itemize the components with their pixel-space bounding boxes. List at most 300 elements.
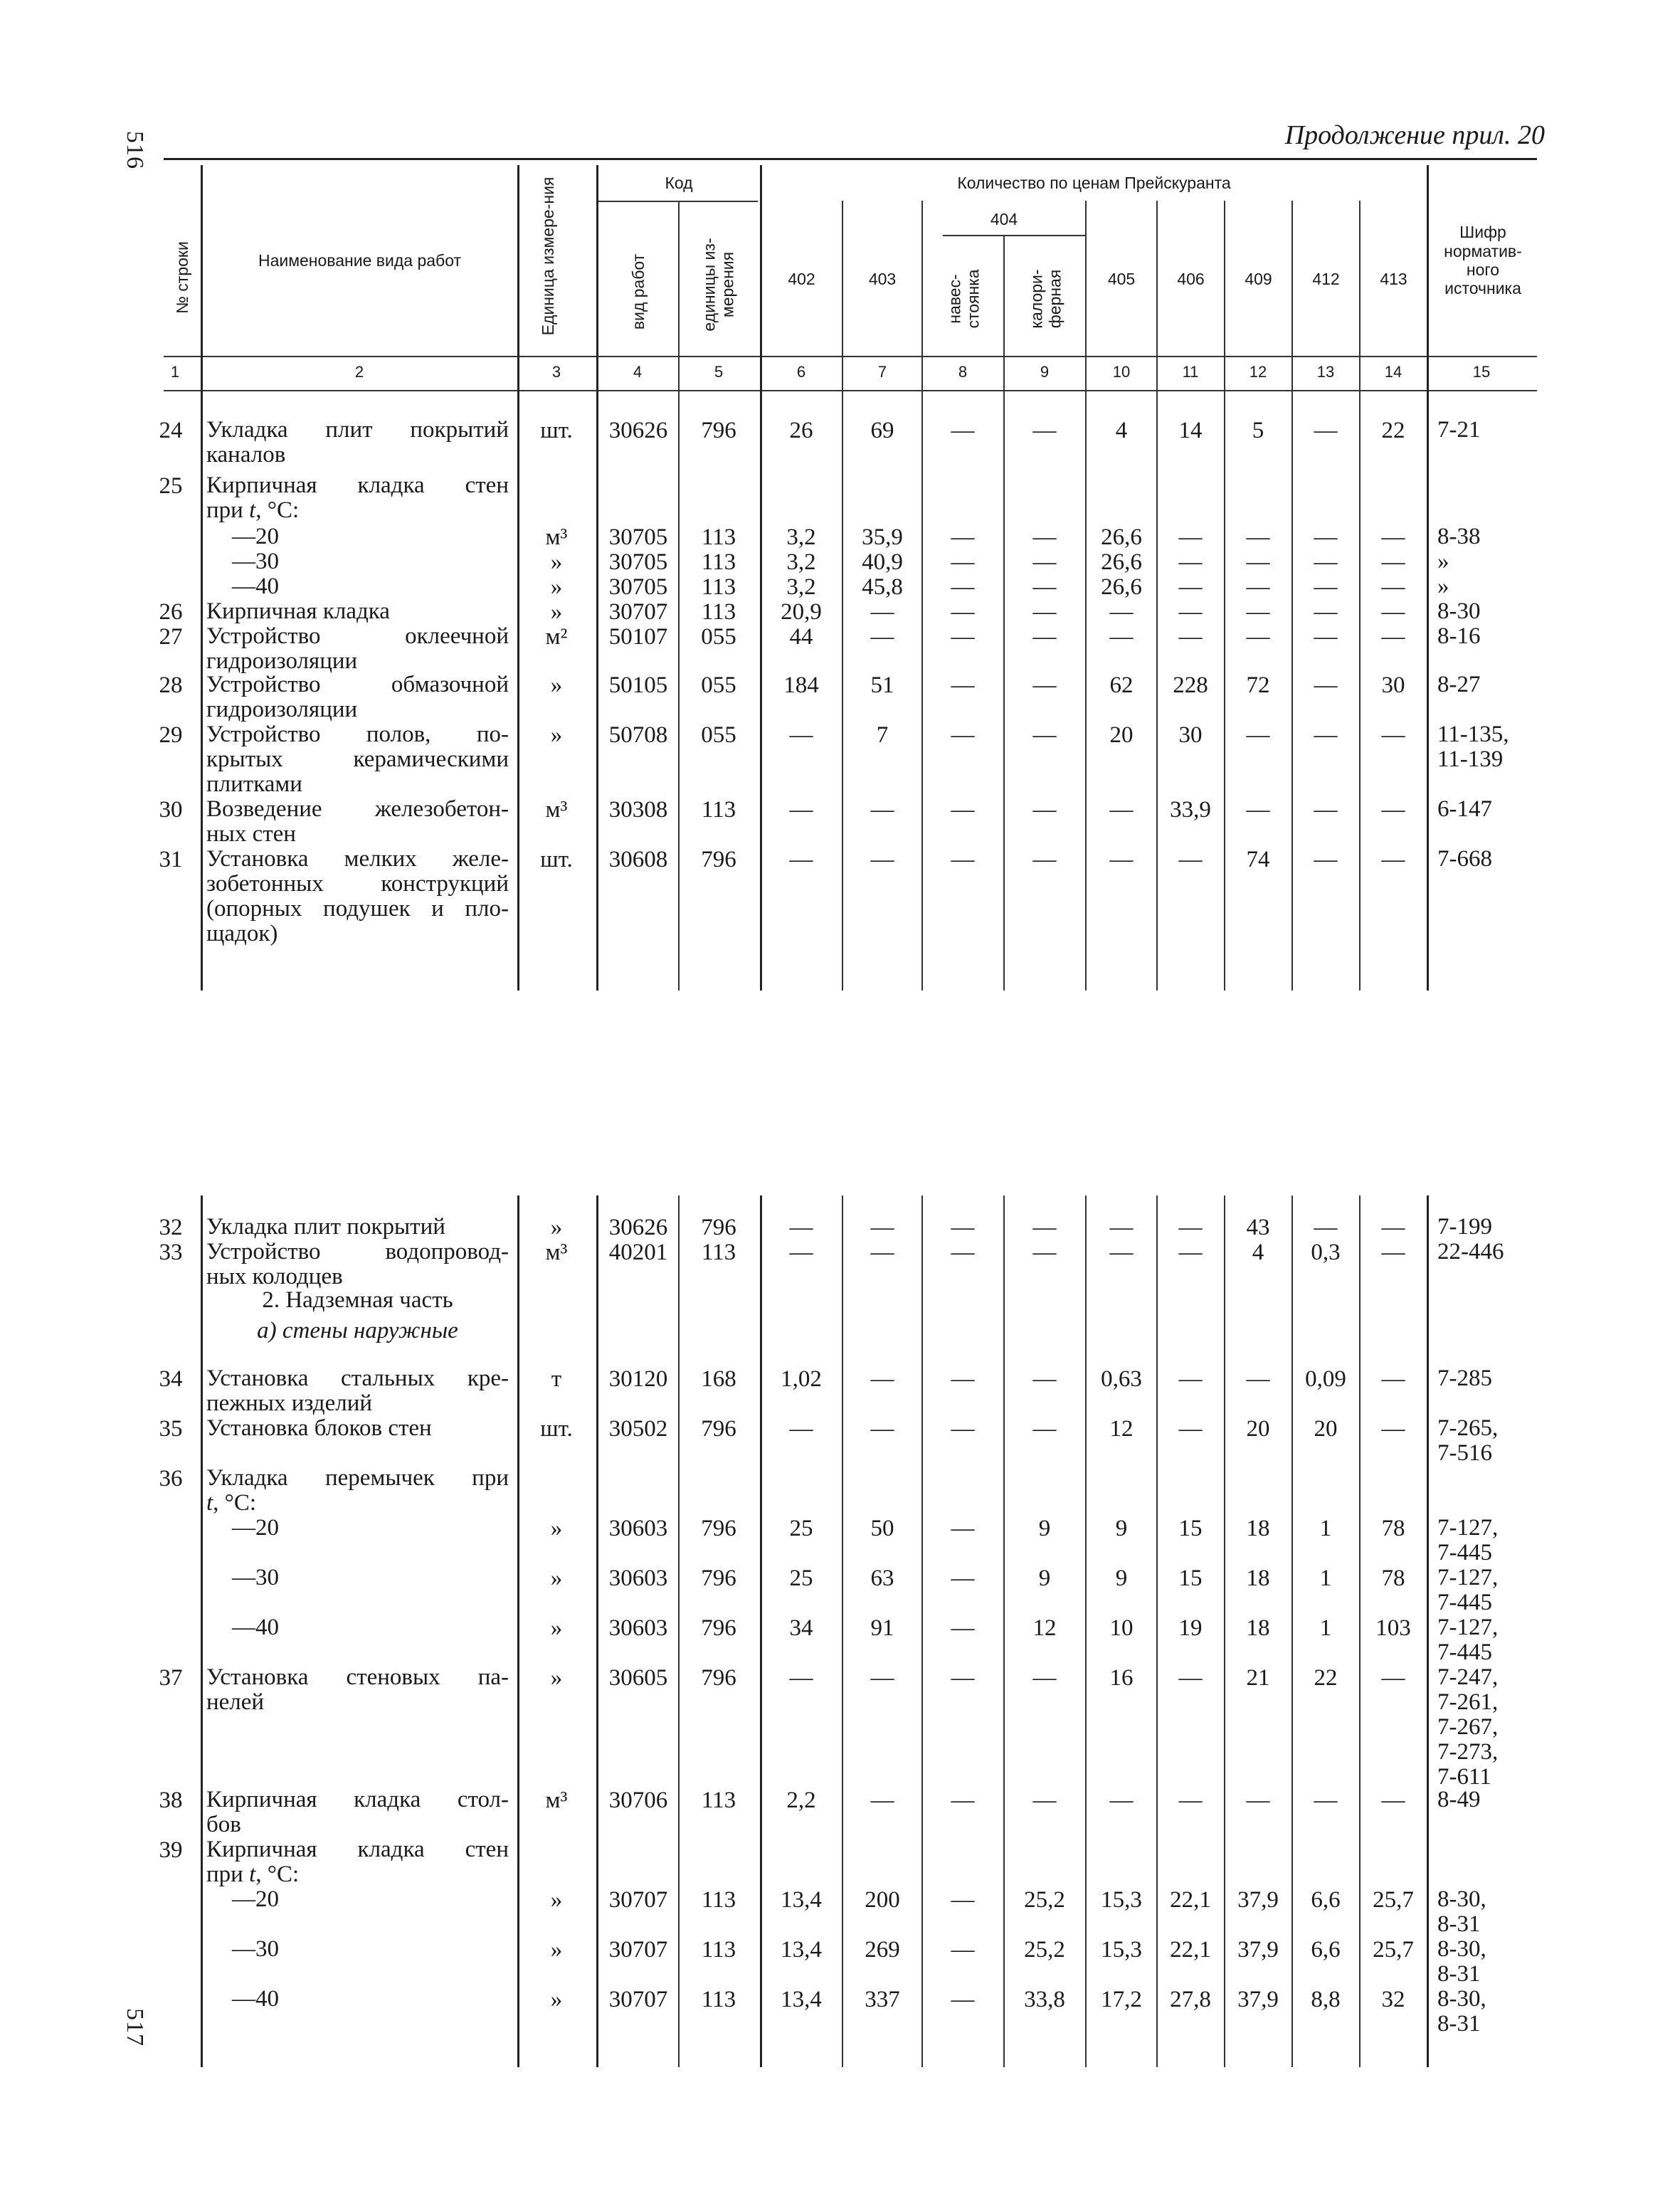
row-code: 30120 [608, 1366, 668, 1392]
row-name-line: пежных изделий [206, 1390, 373, 1416]
row-value: — [1314, 722, 1338, 748]
row-code: 50107 [608, 624, 668, 650]
row-value: 78 [1381, 1565, 1405, 1591]
row-value: — [1032, 672, 1057, 698]
row-name [206, 1987, 509, 2012]
row-code: 30608 [608, 847, 668, 872]
row-value: 9 [1115, 1516, 1128, 1541]
row-value: — [1032, 599, 1057, 625]
row-unit: » [550, 599, 563, 625]
row-code-unit: 055 [701, 722, 736, 748]
row-value: — [1381, 1788, 1405, 1813]
row-value: — [870, 1240, 894, 1265]
row-name-line: Установка блоков стен [206, 1415, 432, 1441]
row-name-line: Установка стеновых па- [206, 1664, 509, 1690]
row-value: 20 [1246, 1416, 1270, 1442]
row-value: — [870, 624, 894, 650]
row-number: 29 [159, 722, 183, 748]
row-value: — [870, 1215, 894, 1240]
header-unit: Единица измере-ния [538, 176, 557, 336]
row-value: 3,2 [786, 524, 816, 550]
row-value: — [1314, 847, 1338, 872]
row-name-line: плитками [206, 771, 302, 797]
row-code-unit: 796 [701, 1565, 736, 1591]
row-value: 26,6 [1101, 524, 1142, 550]
row-name [206, 1615, 509, 1640]
row-unit: м³ [545, 524, 568, 550]
row-code-unit: 113 [701, 524, 736, 550]
row-value: — [870, 847, 894, 872]
row-code: 30705 [608, 524, 668, 550]
row-name [206, 624, 509, 674]
header-403: 403 [868, 269, 897, 288]
row-name-line: Устройство полов, по- [206, 722, 509, 747]
row-value: — [789, 797, 813, 823]
vline [1156, 1195, 1158, 2067]
row-name-line: Устройство обмазочной [206, 672, 509, 697]
row-value: 26 [789, 418, 813, 443]
row-value: 1 [1319, 1615, 1332, 1641]
row-name-line: Устройство водопровод- [206, 1239, 509, 1264]
row-number: 31 [159, 847, 183, 872]
vline [1003, 236, 1005, 400]
page-number-top: 516 [122, 131, 148, 169]
row-value: 63 [870, 1565, 894, 1591]
row-value: 22,1 [1170, 1937, 1211, 1963]
row-value: 69 [870, 418, 894, 443]
col-number: 5 [714, 363, 724, 381]
row-value: — [951, 418, 975, 443]
row-unit: » [550, 1887, 563, 1913]
row-value: — [1032, 1665, 1057, 1691]
row-value: 15 [1178, 1565, 1203, 1591]
header-404: 404 [990, 209, 1018, 228]
row-source: 22-446 [1437, 1239, 1504, 1264]
row-code: 30603 [608, 1565, 668, 1591]
row-value: — [1178, 1788, 1203, 1813]
row-value: 44 [789, 624, 813, 650]
row-value: 25,7 [1373, 1887, 1414, 1913]
row-value: 7 [876, 722, 889, 748]
row-value: 15,3 [1101, 1937, 1142, 1963]
header-404-kalor: калори-ферная [1027, 269, 1064, 329]
row-code-unit: 796 [701, 847, 736, 872]
row-value: — [951, 1416, 975, 1442]
row-value: — [789, 1215, 813, 1240]
row-value: — [1381, 549, 1405, 575]
row-value: 34 [789, 1615, 813, 1641]
vline [1359, 400, 1361, 991]
row-value: 13,4 [781, 1887, 822, 1913]
row-unit: » [550, 722, 563, 748]
row-value: — [870, 1366, 894, 1392]
row-source: 7-285 [1437, 1366, 1492, 1391]
row-unit: » [550, 1937, 563, 1963]
row-value: 20 [1314, 1416, 1338, 1442]
vline [921, 400, 923, 991]
row-value: — [1178, 599, 1203, 625]
row-value: — [870, 1665, 894, 1691]
row-source: 8-38 [1437, 524, 1481, 549]
row-source: 11-135, 11-139 [1437, 722, 1509, 772]
col-number: 3 [551, 363, 561, 381]
row-unit: м² [545, 624, 568, 650]
row-value: — [1381, 1665, 1405, 1691]
row-name-line: нелей [206, 1689, 265, 1715]
row-name-line: —20 [232, 1515, 279, 1541]
row-value: 45,8 [862, 574, 903, 600]
row-name [206, 1837, 509, 1887]
row-value: — [1314, 599, 1338, 625]
row-value: — [1246, 574, 1270, 600]
row-source: » [1437, 574, 1449, 599]
row-unit: » [550, 549, 563, 575]
row-number: 33 [159, 1240, 183, 1265]
row-value: — [789, 1416, 813, 1442]
row-value: — [1032, 1366, 1057, 1392]
row-name-line: бов [206, 1812, 241, 1837]
row-number: 28 [159, 672, 183, 698]
row-code-unit: 168 [701, 1366, 736, 1392]
row-value: — [1246, 549, 1270, 575]
row-number: 39 [159, 1837, 183, 1863]
row-value: — [870, 599, 894, 625]
row-value: — [1246, 722, 1270, 748]
row-value: — [951, 1887, 975, 1913]
row-unit: » [550, 1987, 563, 2012]
vline [1085, 400, 1087, 991]
row-value: 18 [1246, 1615, 1270, 1641]
col-number: 10 [1112, 363, 1131, 381]
row-unit: » [550, 1615, 563, 1641]
row-name-line: —30 [232, 1936, 279, 1962]
row-value: — [951, 524, 975, 550]
row-source: 7-265, 7-516 [1437, 1415, 1499, 1466]
row-value: 22 [1381, 418, 1405, 443]
row-value: — [1178, 624, 1203, 650]
row-name-line: —40 [232, 574, 279, 599]
row-value: — [1314, 549, 1338, 575]
row-name-line: гидроизоляции [206, 697, 358, 722]
header-code-unit: единицы из-мерения [699, 238, 737, 332]
row-name-line: при t, °С: [206, 1862, 300, 1887]
row-value: — [1246, 524, 1270, 550]
row-value: 18 [1246, 1516, 1270, 1541]
row-value: — [951, 574, 975, 600]
row-value: 25,7 [1373, 1937, 1414, 1963]
row-value: — [870, 1416, 894, 1442]
row-value: 25,2 [1024, 1937, 1065, 1963]
header-409: 409 [1245, 269, 1272, 288]
row-name [206, 599, 509, 624]
row-value: 0,09 [1305, 1366, 1346, 1392]
col-number: 9 [1040, 363, 1050, 381]
row-value: — [1381, 599, 1405, 625]
row-value: 51 [870, 672, 894, 698]
row-value: — [1381, 1240, 1405, 1265]
row-value: — [951, 797, 975, 823]
row-code: 30603 [608, 1516, 668, 1541]
row-name [206, 1937, 509, 1962]
row-code-unit: 113 [701, 1788, 736, 1813]
row-name [206, 1416, 509, 1441]
row-name-line: (опорных подушек и пло- [206, 896, 509, 922]
row-value: 43 [1246, 1215, 1270, 1240]
vline [1156, 400, 1158, 991]
row-value: 74 [1246, 847, 1270, 872]
row-source: 8-30, 8-31 [1437, 1886, 1486, 1937]
vline [760, 1195, 762, 2067]
row-name-line: Установка мелких желе- [206, 846, 509, 872]
row-value: — [1032, 549, 1057, 575]
row-name-line: Кирпичная кладка стол- [206, 1787, 509, 1812]
row-name [206, 524, 509, 549]
row-value: 6,6 [1311, 1937, 1341, 1963]
row-value: 9 [1038, 1565, 1051, 1591]
row-code-unit: 113 [701, 549, 736, 575]
vline [1003, 1195, 1005, 2067]
vline [921, 1195, 923, 2067]
row-value: — [1314, 1788, 1338, 1813]
row-value: — [1032, 524, 1057, 550]
row-value: 20 [1109, 722, 1134, 748]
row-value: 1 [1319, 1516, 1332, 1541]
row-value: 25 [789, 1565, 813, 1591]
row-value: — [951, 1987, 975, 2012]
row-value: — [1178, 1416, 1203, 1442]
row-value: — [951, 1565, 975, 1591]
row-number: 27 [159, 624, 183, 650]
row-value: 72 [1246, 672, 1270, 698]
row-name [206, 722, 509, 797]
vline [678, 1195, 680, 2067]
row-name [206, 418, 509, 468]
row-value: — [1246, 1788, 1270, 1813]
row-value: — [1178, 1240, 1203, 1265]
vline [1291, 1195, 1293, 2067]
row-value: — [1314, 797, 1338, 823]
row-name-line: каналов [206, 442, 286, 468]
row-value: — [951, 1366, 975, 1392]
row-code-unit: 113 [701, 797, 736, 823]
row-value: — [789, 1665, 813, 1691]
row-value: — [1109, 1788, 1134, 1813]
row-value: 1 [1319, 1565, 1332, 1591]
header-code-type: вид работ [628, 253, 648, 330]
row-number: 35 [159, 1416, 183, 1442]
row-name-line: Кирпичная кладка стен [206, 472, 509, 498]
row-unit: шт. [540, 1416, 573, 1442]
row-name [206, 1240, 509, 1289]
row-source: 7-127, 7-445 [1437, 1615, 1499, 1665]
row-value: 9 [1038, 1516, 1051, 1541]
row-value: 12 [1032, 1615, 1057, 1641]
row-source: 8-49 [1437, 1787, 1481, 1812]
row-value: — [1381, 624, 1405, 650]
row-value: — [1032, 1788, 1057, 1813]
row-code: 30707 [608, 1987, 668, 2012]
vline [842, 400, 843, 991]
page-number-bottom: 517 [122, 2008, 148, 2047]
row-code-unit: 796 [701, 1215, 736, 1240]
row-value: 30 [1178, 722, 1203, 748]
row-source: 8-30 [1437, 598, 1481, 624]
col-number: 13 [1316, 363, 1335, 381]
row-value: — [951, 1516, 975, 1541]
row-value: — [1314, 418, 1338, 443]
row-value: 91 [870, 1615, 894, 1641]
vline [1085, 1195, 1087, 2067]
row-name [206, 672, 509, 722]
row-code-unit: 796 [701, 1665, 736, 1691]
row-value: 337 [865, 1987, 900, 2012]
header-405: 405 [1107, 269, 1136, 288]
row-value: — [1178, 524, 1203, 550]
row-value: — [789, 1240, 813, 1265]
row-name-line: —40 [232, 1615, 279, 1640]
row-unit: шт. [540, 847, 573, 872]
row-value: 6,6 [1311, 1887, 1341, 1913]
vline [842, 1195, 843, 2067]
row-value: — [1109, 1240, 1134, 1265]
header-402: 402 [788, 269, 815, 288]
row-value: — [1314, 1215, 1338, 1240]
row-value: 0,3 [1311, 1240, 1341, 1265]
row-value: — [951, 1240, 975, 1265]
row-name-line: —30 [232, 549, 279, 574]
row-value: 40,9 [862, 549, 903, 575]
col-number: 12 [1249, 363, 1267, 381]
col-number: 1 [170, 363, 180, 381]
row-value: — [1032, 1215, 1057, 1240]
row-name [206, 797, 509, 847]
rule-top [164, 158, 1537, 160]
row-value: — [1109, 624, 1134, 650]
row-value: 27,8 [1170, 1987, 1211, 2012]
row-value: 15 [1178, 1516, 1203, 1541]
row-name-line: Кирпичная кладка стен [206, 1837, 509, 1862]
row-name [206, 1665, 509, 1715]
row-source: 7-21 [1437, 417, 1481, 443]
row-value: 0,63 [1101, 1366, 1142, 1392]
section-subtitle: а) стены наружные [257, 1318, 458, 1343]
row-value: — [1032, 1416, 1057, 1442]
row-value: — [951, 1665, 975, 1691]
row-source: 6-147 [1437, 796, 1492, 822]
row-value: 33,8 [1024, 1987, 1065, 2012]
row-value: — [1032, 574, 1057, 600]
vline [1224, 400, 1225, 991]
row-number: 32 [159, 1215, 183, 1240]
row-name [206, 574, 509, 599]
row-name [206, 1215, 509, 1240]
row-name-line: Укладка перемычек при [206, 1465, 509, 1491]
row-value: 20,9 [781, 599, 822, 625]
row-code: 30502 [608, 1416, 668, 1442]
row-unit: » [550, 1565, 563, 1591]
vline [517, 165, 519, 400]
row-unit: » [550, 574, 563, 600]
row-value: — [951, 599, 975, 625]
row-source: 8-16 [1437, 623, 1481, 649]
row-name-line: щадок) [206, 921, 278, 946]
row-number: 25 [159, 473, 183, 499]
vline [1224, 1195, 1225, 2067]
row-code: 30308 [608, 797, 668, 823]
row-value: — [951, 624, 975, 650]
row-code-unit: 055 [701, 672, 736, 698]
row-value: 25,2 [1024, 1887, 1065, 1913]
row-value: 78 [1381, 1516, 1405, 1541]
vline [596, 400, 598, 991]
row-value: 37,9 [1237, 1987, 1279, 2012]
row-code-unit: 113 [701, 1887, 736, 1913]
row-value: 18 [1246, 1565, 1270, 1591]
row-value: — [1178, 847, 1203, 872]
row-name-line: ных стен [206, 821, 296, 847]
col-number: 14 [1384, 363, 1402, 381]
row-unit: т [551, 1366, 562, 1392]
row-name-line: гидроизоляции [206, 648, 358, 674]
row-code-unit: 113 [701, 1240, 736, 1265]
vline [760, 400, 762, 991]
row-value: 4 [1115, 418, 1128, 443]
row-value: — [1381, 797, 1405, 823]
row-value: 19 [1178, 1615, 1203, 1641]
row-name-line: Устройство оклеечной [206, 623, 509, 649]
row-value: — [1032, 797, 1057, 823]
row-name-line: зобетонных конструкций [206, 871, 509, 897]
row-code: 30605 [608, 1665, 668, 1691]
row-value: — [1246, 624, 1270, 650]
row-value: 12 [1109, 1416, 1134, 1442]
row-value: 228 [1173, 672, 1208, 698]
row-name [206, 1788, 509, 1837]
row-code: 50708 [608, 722, 668, 748]
row-code-unit: 113 [701, 1987, 736, 2012]
row-unit: » [550, 1215, 563, 1240]
row-number: 37 [159, 1665, 183, 1691]
row-value: — [1246, 797, 1270, 823]
row-code-unit: 796 [701, 1516, 736, 1541]
row-code-unit: 113 [701, 574, 736, 600]
header-code: Код [665, 173, 693, 192]
row-value: 62 [1109, 672, 1134, 698]
header-quantity: Количество по ценам Прейскуранта [957, 173, 1231, 192]
row-value: — [1381, 1366, 1405, 1392]
row-name-line: крытых керамическими [206, 746, 509, 772]
row-name-line: Укладка плит покрытий [206, 1214, 445, 1240]
row-source: 7-668 [1437, 846, 1492, 872]
section-title: 2. Надземная часть [262, 1287, 453, 1313]
row-number: 24 [159, 418, 183, 443]
header-404-naves: навес-стоянка [945, 269, 983, 329]
rule-header-bottom [164, 356, 1537, 357]
row-code: 40201 [608, 1240, 668, 1265]
row-code-unit: 055 [701, 624, 736, 650]
row-name-line: Кирпичная кладка [206, 598, 390, 624]
header-413: 413 [1380, 269, 1407, 288]
row-value: — [1381, 722, 1405, 748]
row-unit: шт. [540, 418, 573, 443]
row-name-line: Укладка плит покрытий [206, 417, 509, 443]
row-value: 25 [789, 1516, 813, 1541]
col-number: 7 [877, 363, 887, 381]
row-value: — [1109, 599, 1134, 625]
row-code: 30603 [608, 1615, 668, 1641]
row-name [206, 1887, 509, 1912]
row-name-line: Установка стальных кре- [206, 1366, 509, 1391]
